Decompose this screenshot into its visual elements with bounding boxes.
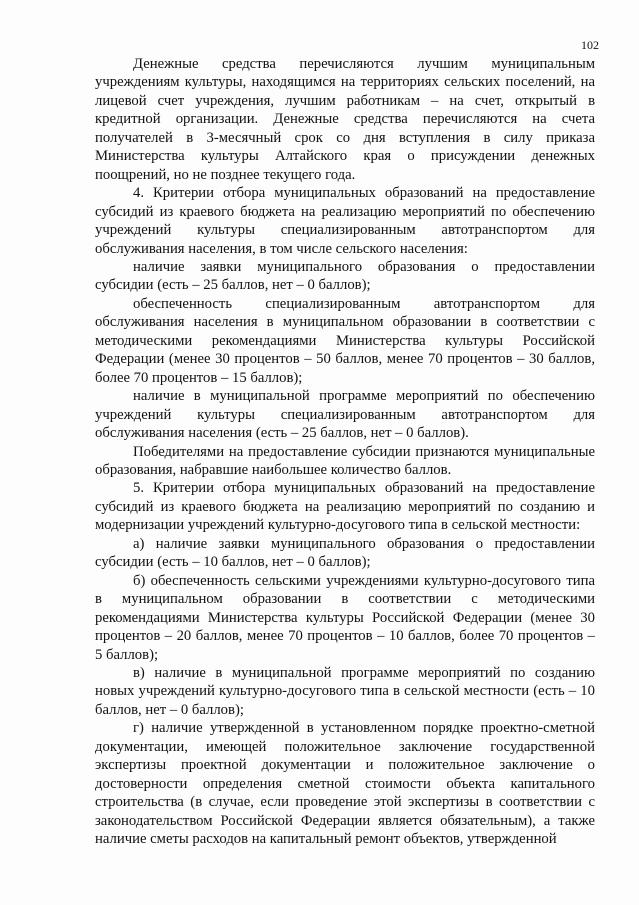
paragraph-criteria-5-d: г) наличие утвержденной в установленном порядке проектно-сметной документации, имеющей положительное заключение государственной экспертизы проектной документации и положительное заключение о достоверности определения сметной стоимости объекта капитального строительства (в случае, если проведение этой экспертизы в соответствии с законодательством Российской Федерации является обязательным), а также наличие сметы расходов на капитальный ремонт объектов, утвержденной: [95, 720, 595, 848]
paragraph-criteria-4-application: наличие заявки муниципального образования о предоставлении субсидии (есть – 25 баллов, нет – 0 баллов);: [95, 258, 595, 294]
paragraph-criteria-4-program: наличие в муниципальной программе мероприятий по обеспечению учреждений культуры специализированным автотранспортом для обслуживания населения (есть – 25 баллов, нет – 0 баллов).: [95, 388, 595, 442]
paragraph-criteria-5-heading: 5. Критерии отбора муниципальных образований на предоставление субсидий из краевого бюджета на реализацию мероприятий по созданию и модернизации учреждений культурно-досугового типа в сельской местности:: [95, 480, 595, 534]
paragraph-funds-transfer: Денежные средства перечисляются лучшим муниципальным учреждениям культуры, находящимся на территориях сельских поселений, на лицевой счет учреждения, лучшим работникам – на счет, открытый в кредитной организации. Денежные средства перечисляются на счета получателей в 3-месячный срок со дня вступления в силу приказа Министерства культуры Алтайского края о присуждении денежных поощрений, но не позднее текущего года.: [95, 56, 595, 183]
paragraph-criteria-4-vehicle-supply: обеспеченность специализированным автотранспортом для обслуживания населения в муниципальном образовании в соответствии с методическими рекомендациями Министерства культуры Российской Федерации (менее 30 процентов – 50 баллов, менее 70 процентов – 30 баллов, более 70 процентов – 15 баллов);: [95, 295, 595, 386]
page-number: 102: [581, 38, 599, 52]
paragraph-winners: Победителями на предоставление субсидии признаются муниципальные образования, набравшие наибольшее количество баллов.: [95, 443, 595, 478]
document-body: [95, 55, 595, 848]
paragraph-criteria-5-c: в) наличие в муниципальной программе мероприятий по созданию новых учреждений культурно-досугового типа в сельской местности (есть – 10 баллов, нет – 0 баллов);: [95, 664, 595, 718]
paragraph-criteria-5-b: б) обеспеченность сельскими учреждениями культурно-досугового типа в муниципальном образовании в соответствии с методическими рекомендациями Министерства культуры Российской Федерации (менее 30 процентов – 20 баллов, менее 70 процентов – 10 баллов, более 70 процентов – 5 баллов);: [95, 572, 595, 663]
paragraph-criteria-5-a: а) наличие заявки муниципального образования о предоставлении субсидии (есть – 10 баллов, нет – 0 баллов);: [95, 535, 595, 571]
paragraph-criteria-4-heading: 4. Критерии отбора муниципальных образований на предоставление субсидий из краевого бюджета на реализацию мероприятий по обеспечению учреждений культуры специализированным автотранспортом для обслуживания населения, в том числе сельского населения:: [95, 185, 595, 257]
